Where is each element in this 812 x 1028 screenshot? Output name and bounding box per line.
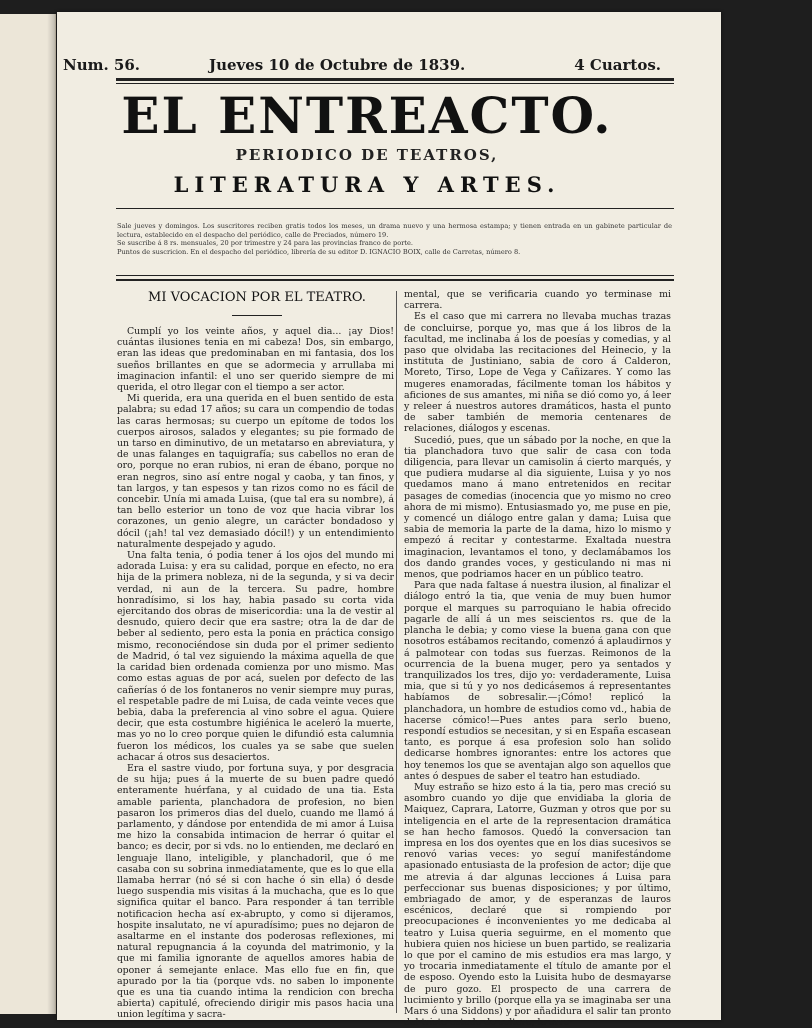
issue-header [63,56,671,76]
paragraph: Una falta tenia, ó podia tener á los ojos del mundo mi adorada Luisa: y era su calidad, porque en efecto, no era hija de la primera nobleza, ni de la segunda, y si va decir verdad, ni aun de la tercera. Su padre, hombre honradísimo, si los hay, habia pasado su corta vida ejercitando dos obras de misericordia: una la de vestir al desnudo, quiero decir que era sastre; otra la de dar de beber al sediento, pero esta la ponia en práctica consigo mismo, reconociéndose sin duda por el primer sediento de Madrid, ó tal vez siguiendo la máxima aquella de que la caridad bien ordenada comienza por uno mismo. Mas como estas aguas de por acá, suelen por defecto de las cañerías ó de los fontaneros no venir siempre muy puras, el respetable padre de mi Luisa, de cada veinte veces que bebia, daba la preferencia al vino sobre el agua. Quiere decir, que esta costumbre higiénica le aceleró la muerte, mas yo no lo creo porque quien le difundió esta calumnia fueron los médicos, los cuales ya se sabe que suelen achacar á otros sus desaciertos. [117,550,394,763]
article-column-left [117,326,394,1021]
paragraph: Para que nada faltase á nuestra ilusion, al finalizar el diálogo entró la tia, que venia de muy buen humor porque el marques su parroquiano le habia ofrecido pagarle de allí á un mes seiscientos rs. que de la plancha le debia; y como viese la buena gana con que nosotros estábamos recitando, comenzó á aplaudirnos y á palmotear con todas sus fuerzas. Reimonos de la ocurrencia de la buena muger, pero ya sentados y tranquilizados los tres, dijo yo: verdaderamente, Luisa mia, que si tú y yo nos dedicásemos á representantes habíamos de sobresalir.—¡Cómo! replicó la planchadora, un hombre de estudios como vd., habia de hacerse cómico!—Pues antes para serlo bueno, respondí estudios se necesitan, y si en España escasean tanto, es porque á esa profesion solo han solido dedicarse hombres ignorantes: entre los actores que hoy tenemos los que se aventajan algo son aquellos que antes ó despues de saber el teatro han estudiado. [404,580,671,782]
article-title: MI VOCACION POR EL TEATRO. [148,290,366,305]
article-column-right [404,289,671,1028]
notice-line-2: Se suscribe á 8 rs. mensuales, 20 por trimestre y 24 para las provincias franco de porte. [117,239,414,248]
masthead-subtitle: PERIODICO DE TEATROS, [235,146,499,164]
issue-date: Jueves 10 de Octubre de 1839. [209,56,466,74]
subscription-notice [117,222,672,256]
paragraph: Cumplí yo los veinte años, y aquel dia... ¡ay Dios! cuántas ilusiones tenia en mi cabeza! Dos, sin embargo, eran las ideas que predominaban en mi fantasia, dos los sueños brillantes en que se adormecia y arrullaba mi imaginacion infantil: el uno ser querido siempre de mi querida, el otro llegar con el tiempo a ser actor. [117,326,394,394]
paragraph: Era el sastre viudo, por fortuna suya, y por desgracia de su hija; pues á la muerte de su buen padre quedó enteramente huérfana, y al cuidado de una tia. Esta amable parienta, planchadora de profesion, no bien pasaron los primeros dias del duelo, cuando me llamó á parlamento, y dándose por entendida de mi amor á Luisa me hizo la consabida intimacion de herrar ó quitar el banco; es decir, por si vds. no lo entienden, me declaró en lenguaje llano, inteligible, y planchadoril, que ó me casaba con su sobrina inmediatamente, que es lo que ella llamaba herrar (nó sé si con hache ó sin ella) ó desde luego suspendia mis visitas á la muchacha, que es lo que significa quitar el banco. Para responder á tan terrible notificacion hecha así ex-abrupto, y como si dijeramos, hospite insalutato, ne ví apuradísimo; pues no dejaron de asaltarme en el instante dos poderosas reflexiones, mi natural repugnancia á la coyunda del matrimonio, y la que mi familia ignorante de aquellos amores habia de oponer á semejante enlace. Mas ello fue en fin, que apurado por la tia (porque vds. no saben lo imponente que es una tia cuando intima la rendicion con brecha abierta) capitulé, ofreciendo dirigir mis pasos hacia una union legítima y sacra- [117,762,394,1021]
column-divider [396,291,397,1013]
paragraph: Sucedió, pues, que un sábado por la noche, en que la tia planchadora tuvo que salir de casa con toda diligencia, para llevar un camisolin á cierto marqués, y que pudiera mudarse al dia siguiente, Luisa y yo nos quedamos mano á mano entretenidos en recitar pasages de comedias (inocencia que yo mismo no creo ahora de mi mismo). Entusiasmado yo, me puse en pie, y comencé un diálogo entre galan y dama; Luisa que sabia de memoria la parte de la dama, hizo lo mismo y empezó á recitar y contestarme. Exaltada nuestra imaginacion, levantamos el tono, y declamábamos los dos dando grandes voces, y gesticulando ni mas ni menos, que podriamos hacer en un público teatro. [404,434,671,581]
left-page-edge [0,14,56,1014]
masthead-title: EL ENTREACTO. [121,86,613,145]
masthead-subtitle-2: LITERATURA Y ARTES. [173,172,561,197]
paragraph: Muy estraño se hizo esto á la tia, pero mas creció su asombro cuando yo dije que envidiaba la gloria de Maiquez, Caprara, Latorre, Guzman y otros que por su inteligencia en el arte de la representacion dramática se han hecho famosos. Quedó la conversacion tan impresa en los dos oyentes que en los dias sucesivos se renovó varias veces: yo seguí manifestándome apasionado entusiasta de la profesion de actor; dije que me atrevia á dar algunas lecciones á Luisa para perfeccionar sus buenas disposiciones; y por último, embriagado de amor, y de esperanzas de lauros escénicos, declaré que si rompiendo por preocupaciones é inconvenientes yo me dedicaba al teatro y Luisa queria seguirme, en el momento que hubiera quien nos hiciese un buen partido, se realizaria lo que por el camino de mis estudios era mas largo, y yo trocaria inmediatamente el título de amante por el de esposo. Oyendo esto la Luisita hubo de desmayarse de puro gozo. El prospecto de una carrera de lucimiento y brillo (porque ella ya se imaginaba ser una Mars ó una Siddons) y por añadidura el salir tan pronto del triste estado de soltera, la arre- [404,781,671,1028]
paragraph: mental, que se verificaria cuando yo terminase mi carrera. [404,289,671,312]
title-rule [232,315,282,316]
header-rule-thick [116,78,674,81]
issue-price: 4 Cuartos. [574,56,661,74]
header-rule-thin [116,83,674,84]
masthead-rule [116,208,674,209]
notice-line-3: Puntos de suscricion. En el despacho del periódico, librería de su editor D. IGNACIO BOIX, calle de Carretas, número 8. [117,247,521,256]
paragraph: Mi querida, era una querida en el buen sentido de esta palabra; su edad 17 años; su cara un compendio de todas las caras hermosas; su cuerpo un epítome de todos los cuerpos airosos, salados y elegantes; su pie formado de un tarso en diminutivo, de un metatarso en abreviatura, y de unas falanges en taquigrafía; sus cabellos no eran de oro, porque no eran rubios, ni eran de ébano, porque no eran negros, sino así entre nogal y caoba, y tan finos, y tan largos, y tan espesos y tan rizos como no es fácil de concebir. Unía mi amada Luisa, (que tal era su nombre), á tan bello esterior un tono de voz que hacia vibrar los corazones, un genio alegre, un carácter bondadoso y dócil (¡ah! tal vez demasiado dócil!) y un entendimiento naturalmente despejado y agudo. [117,393,394,550]
issue-number: Num. 56. [63,56,141,74]
notice-rule-thin [116,275,674,276]
notice-line-1: Sale jueves y domingos. Los suscritores reciben gratis todos los meses, un drama nuevo y una hermosa estampa; y tienen entrada en un gabinete particular de lectura, establecido en el despacho del periódico, calle de Preciados, número 19. [117,222,672,239]
paragraph: Es el caso que mi carrera no llevaba muchas trazas de concluirse, porque yo, mas que á los libros de la facultad, me inclinaba á los de poesías y comedias, y al paso que olvidaba las recitaciones del Heinecio, y la instituta de Justiniano, sabia de coro á Calderon, Moreto, Tirso, Lope de Vega y Cañizares. Y como las mugeres enamoradas, fácilmente toman los hábitos y aficiones de sus amantes, mi niña se dió como yo, á leer y releer á nuestros autores dramáticos, hasta el punto de saber también de memoria centenares de relaciones, diálogos y escenas. [404,311,671,435]
notice-rule-thick [116,279,674,281]
